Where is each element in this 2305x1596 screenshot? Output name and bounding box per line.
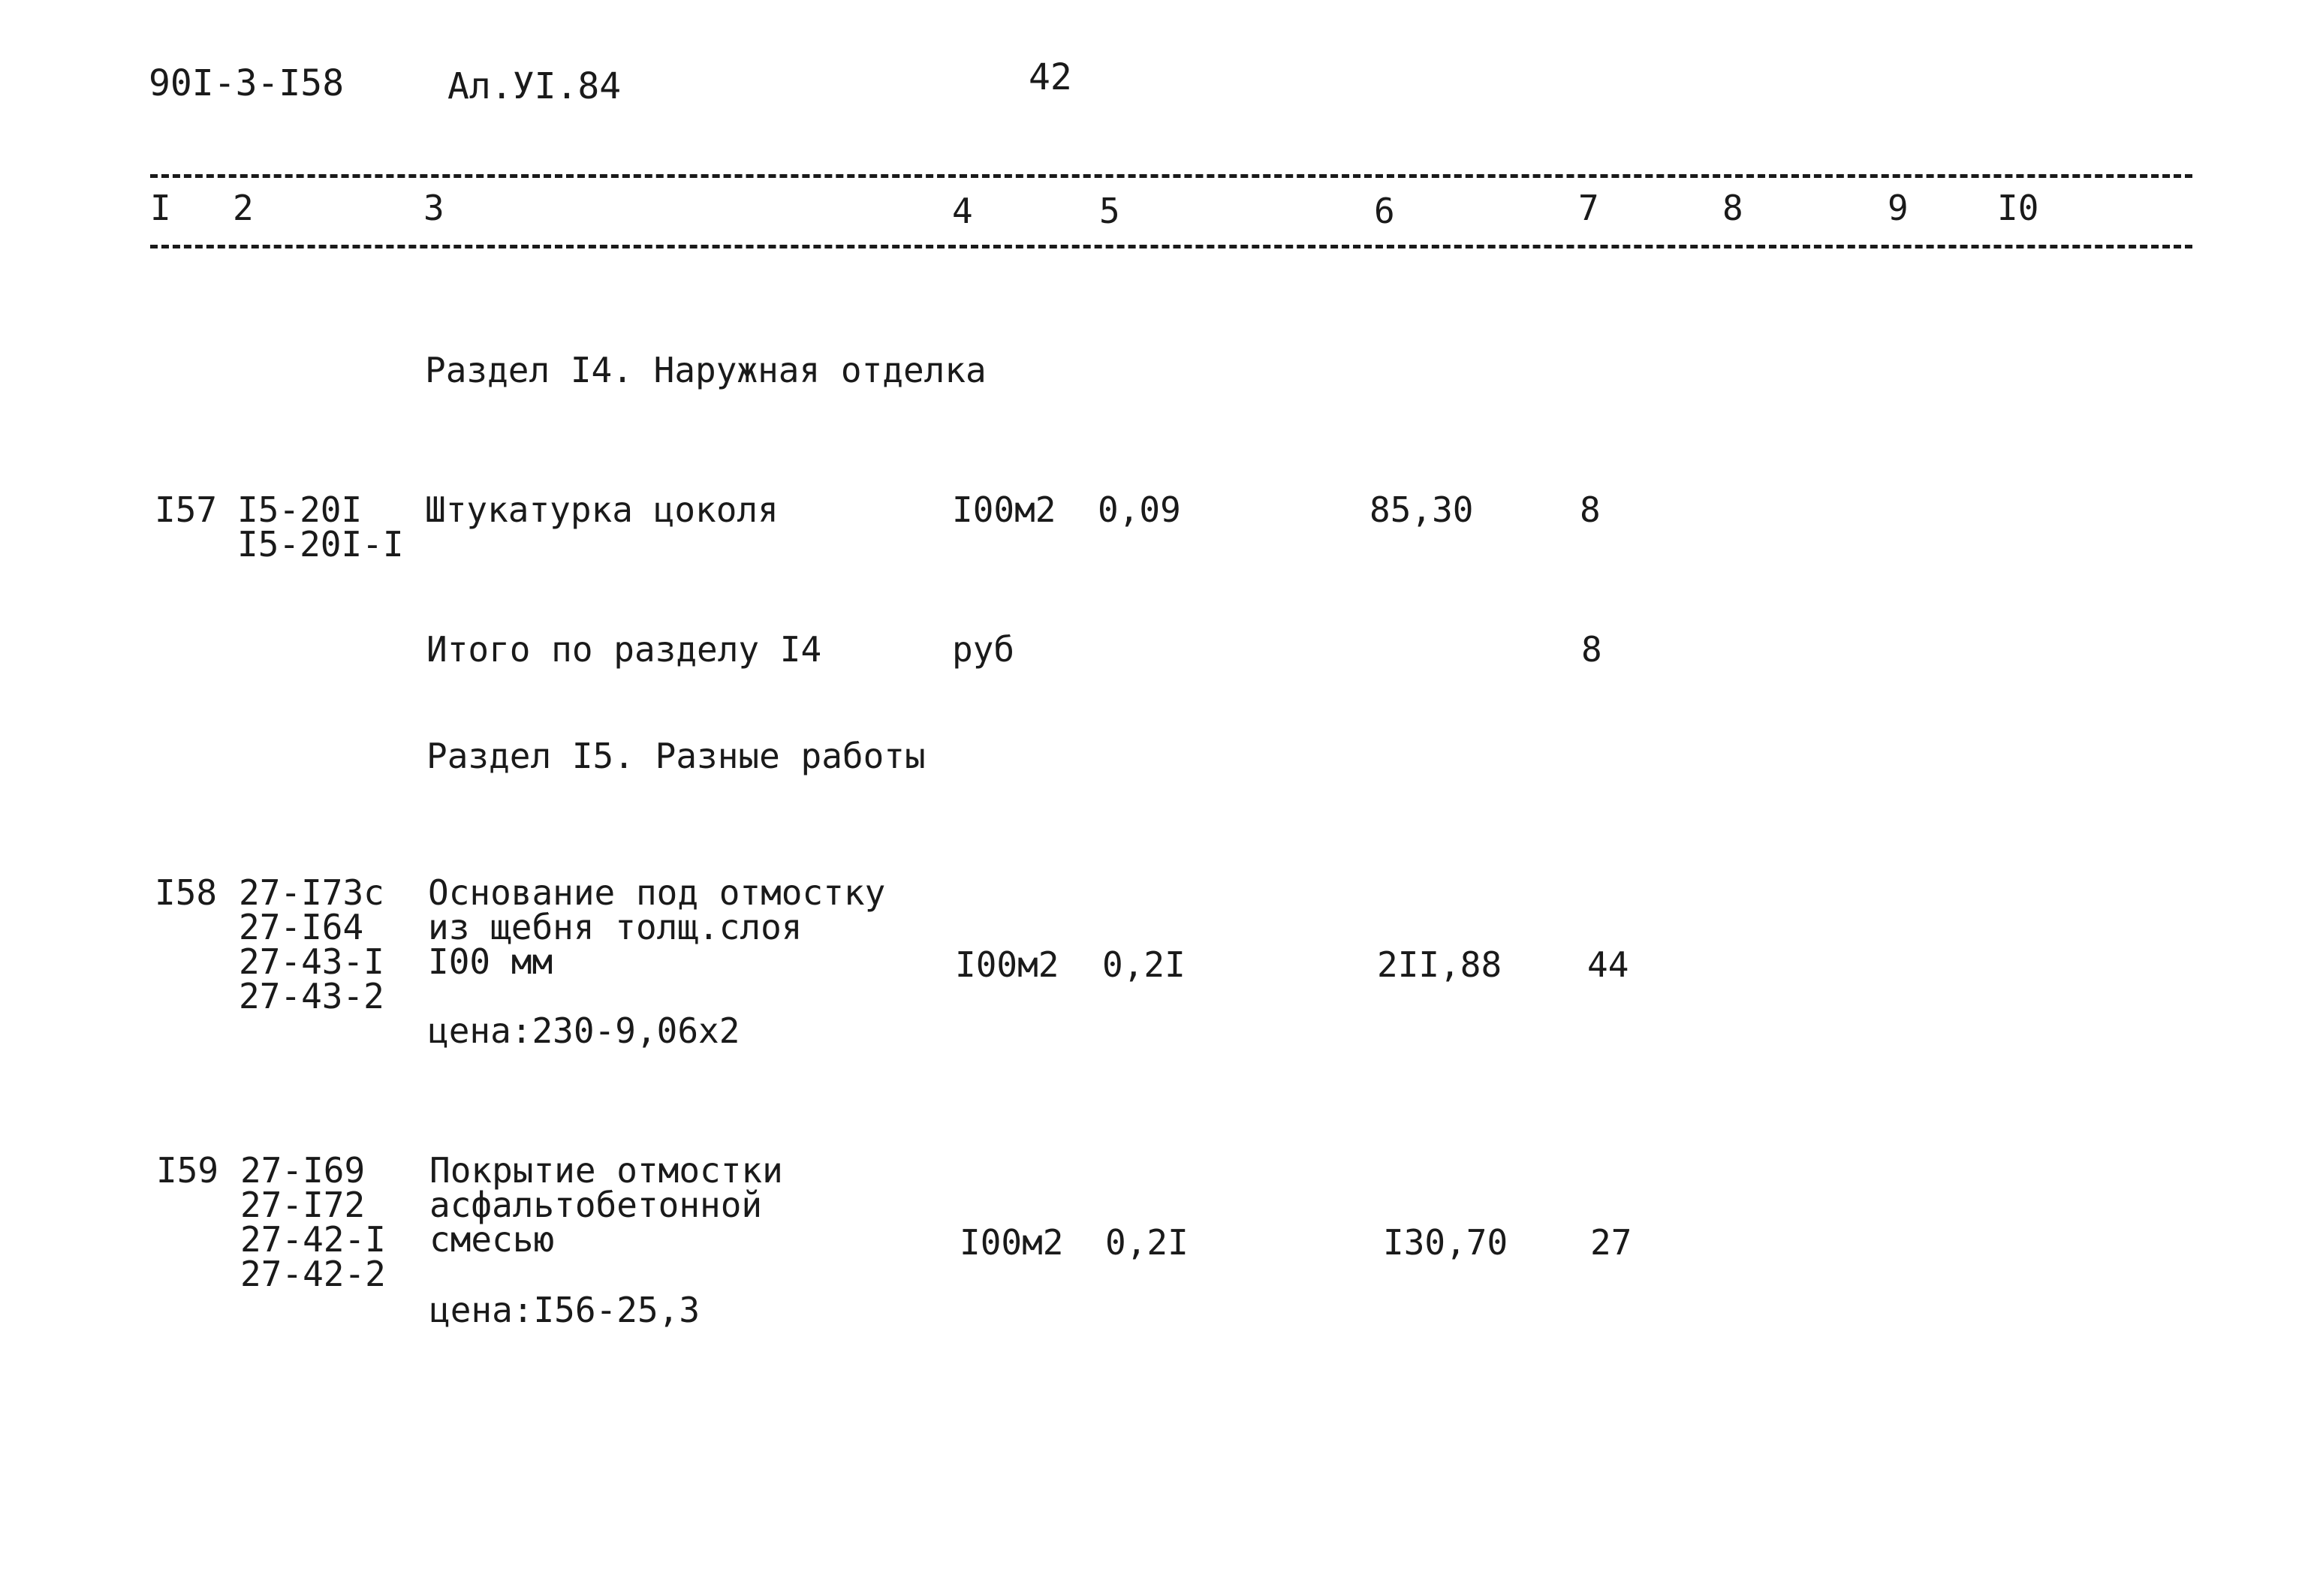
row-work-name-line: Основание под отмостку bbox=[428, 872, 886, 913]
page-number: 42 bbox=[1029, 56, 1072, 98]
row-price-note: цена:I56-25,3 bbox=[429, 1290, 701, 1330]
column-header-5: 5 bbox=[1099, 191, 1120, 231]
row-code: 27-42-I bbox=[240, 1219, 386, 1260]
row-quantity: 0,09 bbox=[1098, 489, 1181, 530]
row-number: I57 bbox=[155, 489, 218, 530]
column-header-8: 8 bbox=[1722, 188, 1743, 228]
row-work-name-line: Штукатурка цоколя bbox=[425, 489, 779, 530]
row-codes bbox=[240, 1150, 386, 1294]
row-code: 27-I64 bbox=[239, 907, 364, 947]
row-work-name-line: асфальтобетонной bbox=[429, 1185, 763, 1225]
row-work-name-line: Покрытие отмостки bbox=[429, 1150, 783, 1191]
row-total: 44 bbox=[1587, 944, 1629, 985]
row-work-name bbox=[429, 1150, 783, 1260]
column-header-6: 6 bbox=[1374, 191, 1395, 231]
row-code: 27-I73с bbox=[239, 872, 384, 913]
row-work-name bbox=[428, 872, 886, 982]
row-code: I5-20I-I bbox=[237, 524, 404, 565]
top-dashed-rule bbox=[150, 174, 2192, 178]
row-quantity: 0,2I bbox=[1102, 944, 1186, 985]
section-14-total-unit: руб bbox=[952, 629, 1015, 670]
row-number: I58 bbox=[155, 872, 218, 913]
section-14-total-value: 8 bbox=[1581, 629, 1602, 670]
column-header-3: 3 bbox=[423, 188, 444, 228]
bottom-dashed-rule bbox=[150, 245, 2192, 248]
row-work-name-line: смесью bbox=[429, 1219, 555, 1260]
row-total: 8 bbox=[1580, 489, 1601, 530]
section-14-total-label: Итого по разделу I4 bbox=[426, 629, 822, 670]
row-total: 27 bbox=[1590, 1222, 1632, 1263]
row-code: 27-43-I bbox=[239, 941, 384, 982]
column-header-1: I bbox=[150, 188, 171, 228]
row-quantity: 0,2I bbox=[1105, 1222, 1189, 1263]
row-price-note: цена:230-9,06х2 bbox=[428, 1010, 740, 1051]
section-14-title: Раздел I4. Наружная отделка bbox=[425, 350, 987, 390]
row-work-name-line: I00 мм bbox=[428, 941, 553, 982]
column-header-7: 7 bbox=[1578, 188, 1599, 228]
row-codes bbox=[237, 489, 404, 565]
row-work-name-line: из щебня толщ.слоя bbox=[428, 907, 803, 947]
row-unit-price: 2II,88 bbox=[1377, 944, 1502, 985]
row-codes bbox=[239, 872, 384, 1016]
row-code: I5-20I bbox=[237, 489, 363, 530]
row-code: 27-I69 bbox=[240, 1150, 366, 1191]
column-header-4: 4 bbox=[952, 191, 973, 231]
row-unit-price: I30,70 bbox=[1383, 1222, 1508, 1263]
column-header-9: 9 bbox=[1888, 188, 1909, 228]
row-unit: I00м2 bbox=[955, 944, 1059, 985]
row-unit-price: 85,30 bbox=[1369, 489, 1474, 530]
row-number: I59 bbox=[156, 1150, 219, 1191]
album-number: Ал.УI.84 bbox=[447, 65, 622, 107]
column-header-10: I0 bbox=[1997, 188, 2039, 228]
column-header-2: 2 bbox=[233, 188, 254, 228]
row-code: 27-43-2 bbox=[239, 976, 384, 1016]
row-unit: I00м2 bbox=[952, 489, 1056, 530]
row-work-name bbox=[425, 489, 779, 530]
row-unit: I00м2 bbox=[960, 1222, 1064, 1263]
document-code: 90I-3-I58 bbox=[149, 62, 345, 104]
row-code: 27-42-2 bbox=[240, 1254, 386, 1294]
section-15-title: Раздел I5. Разные работы bbox=[426, 736, 926, 776]
row-code: 27-I72 bbox=[240, 1185, 366, 1225]
